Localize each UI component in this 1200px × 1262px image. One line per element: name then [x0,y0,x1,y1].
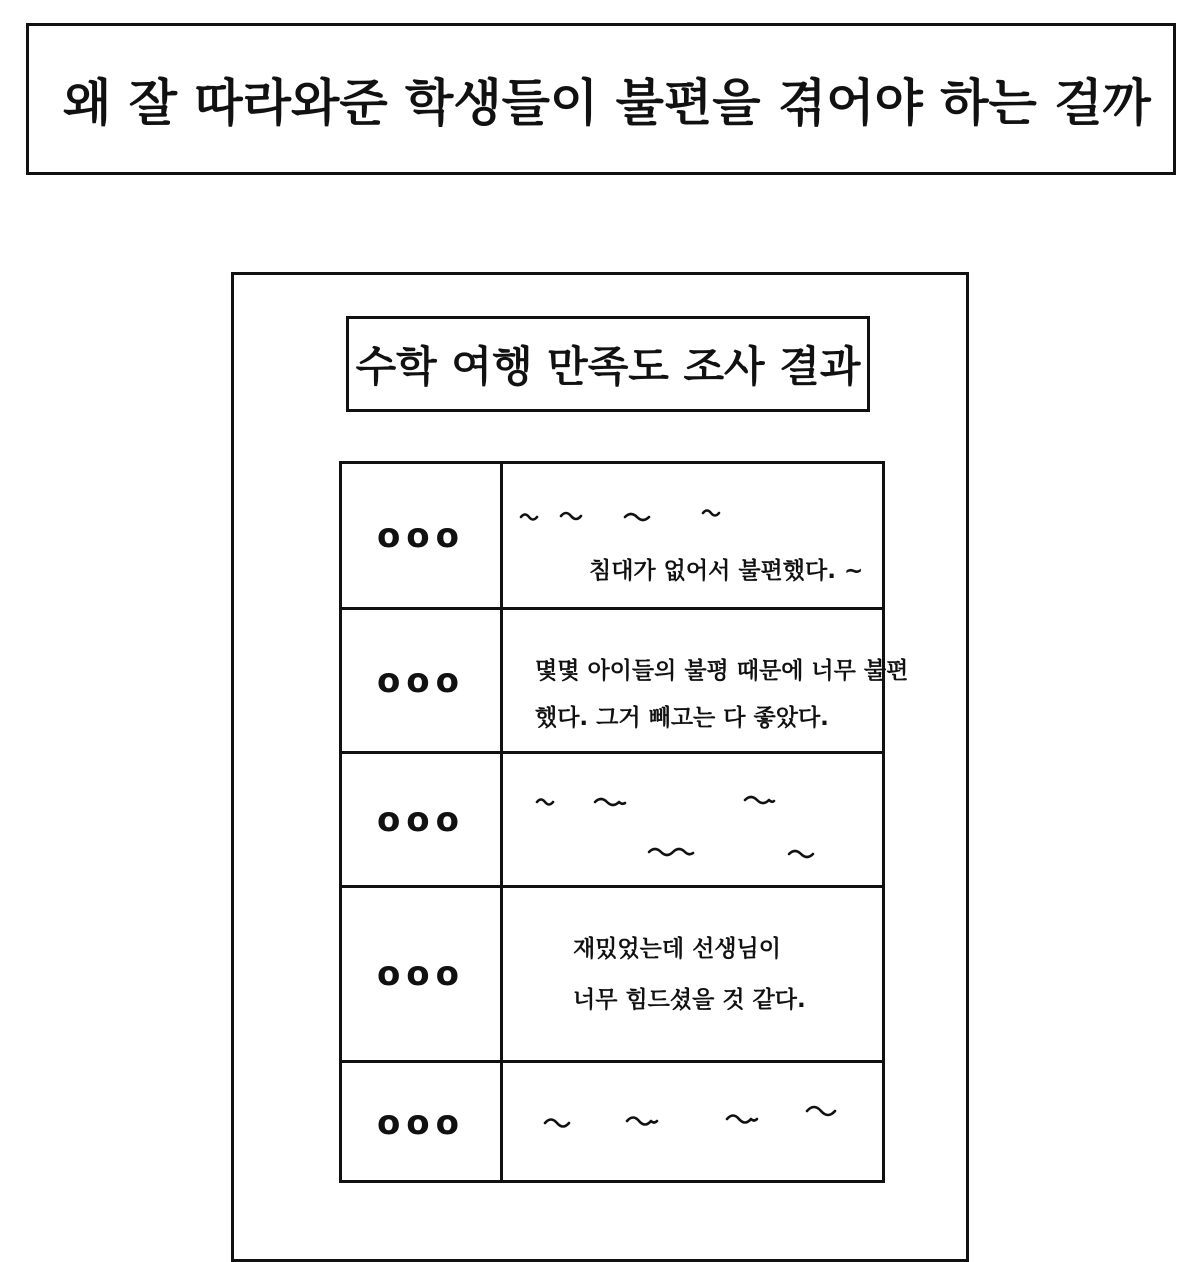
comment-cell [503,888,882,1060]
name-cell [342,754,503,885]
table-row [342,464,882,610]
table-row [342,1063,882,1183]
tilde-squiggle-icon [503,1063,882,1183]
student-name: ooo [376,1103,466,1143]
survey-title: 수학 여행 만족도 조사 결과 [355,342,861,391]
comment-cell [503,754,882,885]
comment-line: 너무 힘드셨을 것 같다. [573,987,806,1013]
student-name: ooo [376,954,466,994]
name-cell [342,610,503,751]
survey-title-box [346,316,870,412]
comment-line: 침대가 없어서 불편했다. ~ [589,558,864,584]
table-row [342,610,909,754]
caption-text: 왜 잘 따라와준 학생들이 불편을 겪어야 하는 걸까 [63,74,1151,132]
comment-cell [503,610,909,751]
comment-cell [503,464,882,607]
comment-line: 몇몇 아이들의 불평 때문에 너무 불편 [535,658,909,684]
table-row [342,754,882,888]
tilde-squiggle-icon [503,464,882,607]
tilde-squiggle-icon [503,754,882,885]
student-name: ooo [376,799,466,840]
student-name: ooo [376,515,466,556]
comment-line: 했다. 그거 빼고는 다 좋았다. [535,705,829,731]
table-row [342,888,882,1063]
comment-cell [503,1063,882,1183]
name-cell [342,888,503,1060]
caption-box [26,23,1176,175]
comment-line: 재밌었는데 선생님이 [573,936,781,962]
name-cell [342,1063,503,1183]
results-table [339,461,909,1183]
name-cell [342,464,503,607]
student-name: ooo [376,660,466,701]
